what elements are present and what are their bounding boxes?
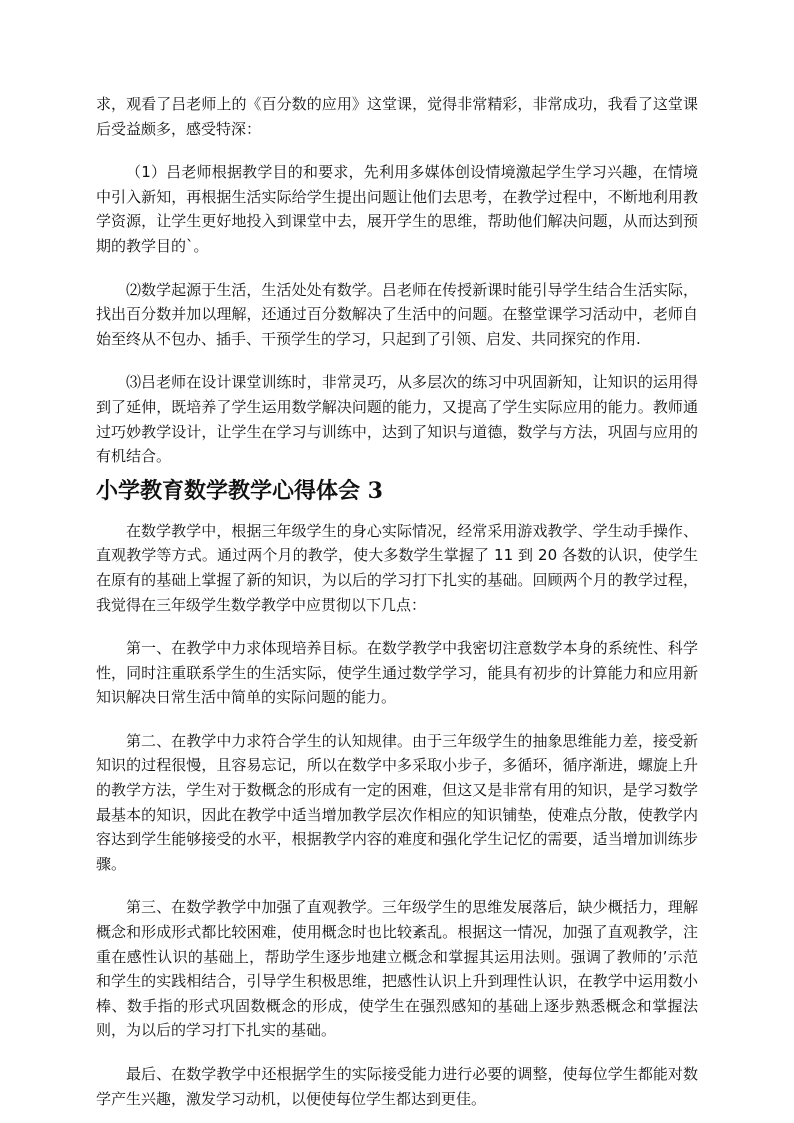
intro-paragraph-0: 求，观看了吕老师上的《百分数的应用》这堂课，觉得非常精彩，非常成功，我看了这堂课后受益颇多，感受特深： bbox=[96, 95, 698, 138]
paragraph-gap bbox=[96, 617, 698, 636]
paragraph-gap bbox=[96, 141, 698, 160]
section-paragraph-1: 在数学教学中，根据三年级学生的身心实际情况，经常采用游戏教学、学生动手操作、直观教学等方式。通过两个月的教学，使大多数学生掌握了 11 到 20 各数的认识，使学生在原有的基础上掌握了新的知识，为以后的学习打下扎实的基础。回顾两个月的教学过程，我觉得在三年级学生数学教学中应贯彻以下几点： bbox=[96, 521, 698, 614]
section-paragraph-3: 第二、在教学中力求符合学生的认知规律。由于三年级学生的抽象思维能力差，接受新知识的过程很慢，且容易忘记，所以在数学中多采取小步子，多循环，循序渐进，螺旋上升的教学方法，学生对于数概念的形成有一定的困难，但这又是非常有用的知识，是学习数学最基本的知识，因此在教学中适当增加教学层次作相应的知识铺垫，使难点分散，使教学内容达到学生能够接受的水平，根据教学内容的难度和强化学生记忆的需要，适当增加训练步骤。 bbox=[96, 731, 698, 873]
section-paragraph-4: 第三、在数学教学中加强了直观教学。三年级学生的思维发展落后，缺少概括力，理解概念和形成形式都比较困难，使用概念时也比较紊乱。根据这一情况，加强了直观教学，注重在感性认识的基础上，帮助学生逐步地建立概念和掌握其运用法则。强调了教师的’示范和学生的实践相结合，引导学生积极思维，把感性认识上升到理性认识，在教学中运用数小棒、数手指的形式巩固数概念的形成，使学生在强烈感知的基础上逐步熟悉概念和掌握法则，为以后的学习打下扎实的基础。 bbox=[96, 898, 698, 1040]
paragraph-gap bbox=[96, 1043, 698, 1062]
section-heading: 小学教育数学教学心得体会 3 bbox=[96, 477, 383, 504]
paragraph-gap bbox=[96, 710, 698, 729]
section-paragraph-5: 最后、在数学教学中还根据学生的实际接受能力进行必要的调整，使每位学生都能对数学产生兴趣，激发学习动机，以便使每位学生都达到更佳。 bbox=[96, 1065, 698, 1108]
paragraph-gap bbox=[96, 259, 698, 278]
paragraph-gap bbox=[96, 351, 698, 370]
section-paragraph-2: 第一、在教学中力求体现培养目标。在数学教学中我密切注意数学本身的系统性、科学性，同时注重联系学生的生活实际，使学生通过数学学习，能具有初步的计算能力和应用新知识解决日常生活中简单的实际问题的能力。 bbox=[96, 639, 698, 707]
intro-paragraph-3: ⑶吕老师在设计课堂训练时，非常灵巧，从多层次的练习中巩固新知，让知识的运用得到了延伸，既培养了学生运用数学解决问题的能力，又提高了学生实际应用的能力。教师通过巧妙教学设计，让学生在学习与训练中，达到了知识与道德，数学与方法，巩固与应用的有机结合。 bbox=[96, 373, 698, 466]
intro-paragraph-2: ⑵数学起源于生活，生活处处有数学。吕老师在传授新课时能引导学生结合生活实际，找出百分数并加以理解，还通过百分数解决了生活中的问题。在整堂课学习活动中，老师自始至终从不包办、插手、干预学生的学习，只起到了引领、启发、共同探究的作用. bbox=[96, 280, 698, 348]
document-page bbox=[96, 92, 698, 1111]
intro-paragraph-1: （1）吕老师根据教学目的和要求，先利用多媒体创设情境激起学生学习兴趣，在情境中引入新知，再根据生活实际给学生提出问题让他们去思考，在教学过程中，不断地利用教学资源，让学生更好地投入到课堂中去，展开学生的思维，帮助他们解决问题，从而达到预期的教学目的`。 bbox=[96, 163, 698, 255]
paragraph-gap bbox=[96, 876, 698, 895]
